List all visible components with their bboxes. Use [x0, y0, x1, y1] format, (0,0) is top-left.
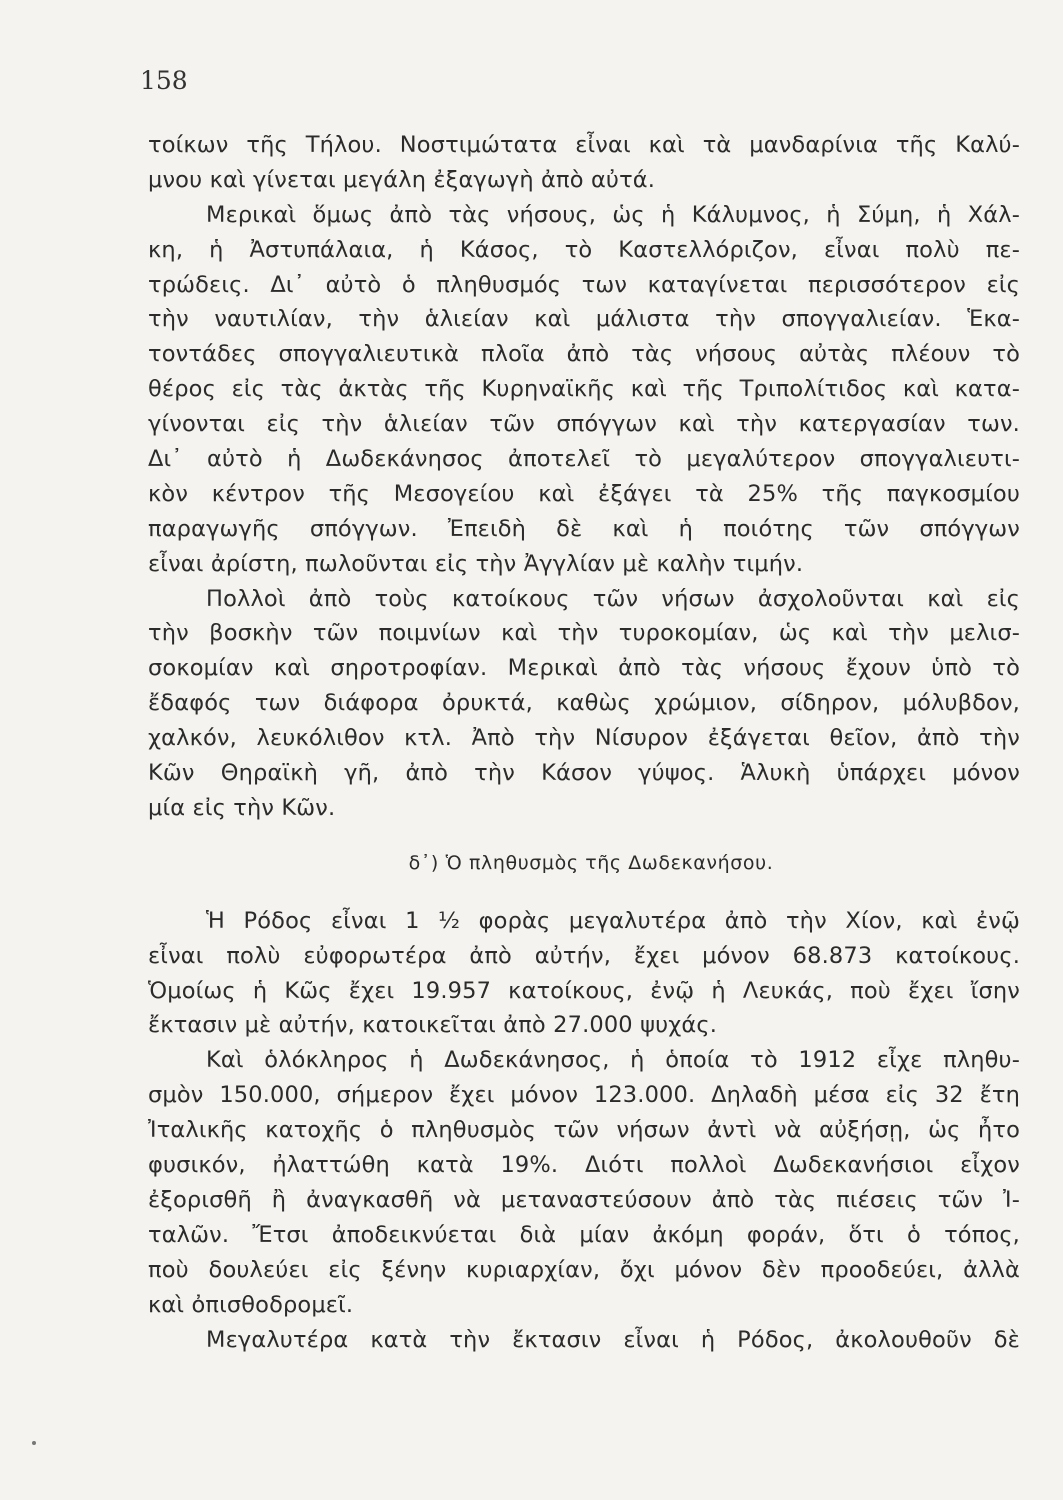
text-line: Μεγαλυτέρα κατὰ τὴν ἔκτασιν εἶναι ἡ Ρόδος, ἀκολουθοῦν δὲ [206, 1326, 1020, 1353]
section-heading: δ᾽) Ὁ πληθυσμὸς τῆς Δωδεκανήσου. [408, 851, 774, 874]
text-line: ταλῶν. Ἔτσι ἀποδεικνύεται διὰ μίαν ἀκόμη φοράν, ὅτι ὁ τόπος, [148, 1221, 1020, 1248]
text-line: τοίκων τῆς Τήλου. Νοστιμώτατα εἶναι καὶ τὰ μανδαρίνια τῆς Καλύ- [148, 132, 1020, 158]
paragraph-block-1 [148, 128, 1020, 826]
text-line: κη, ἡ Ἀστυπάλαια, ἡ Κάσος, τὸ Καστελλόριζον, εἶναι πολὺ πε- [148, 236, 1020, 263]
text-line: τρώδεις. Δι᾽ αὐτὸ ὁ πληθυσμός των καταγίνεται περισσότερον εἰς [148, 271, 1020, 298]
text-line: χαλκόν, λευκόλιθον κτλ. Ἀπὸ τὴν Νίσυρον ἐξάγεται θεῖον, ἀπὸ τὴν [148, 725, 1020, 752]
text-line: Πολλοὶ ἀπὸ τοὺς κατοίκους τῶν νήσων ἀσχολοῦνται καὶ εἰς [206, 585, 1020, 612]
text-line: φυσικόν, ἠλαττώθη κατὰ 19%. Διότι πολλοὶ Δωδεκανήσιοι εἶχον [148, 1152, 1020, 1179]
text-line: σοκομίαν καὶ σηροτροφίαν. Μερικαὶ ἀπὸ τὰς νήσους ἔχουν ὑπὸ τὸ [148, 655, 1020, 682]
text-line: καὶ ὀπισθοδρομεῖ. [148, 1291, 354, 1318]
text-line: θέρος εἰς τὰς ἀκτὰς τῆς Κυρηναϊκῆς καὶ τῆς Τριπολίτιδος καὶ κατα- [148, 376, 1020, 403]
text-line: μνου καὶ γίνεται μεγάλη ἐξαγωγὴ ἀπὸ αὐτά. [148, 166, 656, 193]
text-line: ποὺ δουλεύει εἰς ξένην κυριαρχίαν, ὄχι μόνον δὲν προοδεύει, ἀλλὰ [148, 1256, 1020, 1283]
text-line: ἔδαφός των διάφορα ὀρυκτά, καθὼς χρώμιον, σίδηρον, μόλυβδον, [148, 690, 1020, 717]
text-line: παραγωγῆς σπόγγων. Ἐπειδὴ δὲ καὶ ἡ ποιότης τῶν σπόγγων [148, 515, 1020, 542]
text-line: Ὁμοίως ἡ Κῶς ἔχει 19.957 κατοίκους, ἐνῷ ἡ Λευκάς, ποὺ ἔχει ἴσην [148, 977, 1020, 1004]
text-line: Μερικαὶ ὅμως ἀπὸ τὰς νήσους, ὡς ἡ Κάλυμνος, ἡ Σύμη, ἡ Χάλ- [206, 201, 1020, 228]
text-line: ἔκτασιν μὲ αὐτήν, κατοικεῖται ἀπὸ 27.000 ψυχάς. [148, 1012, 718, 1039]
text-line: μία εἰς τὴν Κῶν. [148, 794, 336, 821]
text-line: ἐξορισθῆ ἢ ἀναγκασθῆ νὰ μεταναστεύσουν ἀπὸ τὰς πιέσεις τῶν Ἰ- [148, 1186, 1020, 1213]
text-line: Ἡ Ρόδος εἶναι 1 ½ φορὰς μεγαλυτέρα ἀπὸ τὴν Χίον, καὶ ἐνῷ [206, 907, 1020, 934]
text-line: εἶναι ἀρίστη, πωλοῦνται εἰς τὴν Ἀγγλίαν μὲ καλὴν τιμήν. [148, 550, 804, 577]
text-line: τὴν βοσκὴν τῶν ποιμνίων καὶ τὴν τυροκομίαν, ὡς καὶ τὴν μελισ- [148, 620, 1020, 647]
text-line: Ἰταλικῆς κατοχῆς ὁ πληθυσμὸς τῶν νήσων ἀντὶ νὰ αὐξήσῃ, ὡς ἦτο [148, 1117, 1020, 1144]
text-line: κὸν κέντρον τῆς Μεσογείου καὶ ἐξάγει τὰ 25% τῆς παγκοσμίου [148, 480, 1020, 507]
page-number: 158 [140, 66, 188, 95]
text-line: σμὸν 150.000, σήμερον ἔχει μόνον 123.000. Δηλαδὴ μέσα εἰς 32 ἔτη [148, 1082, 1020, 1109]
text-line: εἶναι πολὺ εὐφορωτέρα ἀπὸ αὐτήν, ἔχει μόνον 68.873 κατοίκους. [148, 942, 1020, 969]
body-text [148, 128, 1020, 1357]
paragraph-block-2 [148, 904, 1020, 1358]
text-line: τὴν ναυτιλίαν, τὴν ἁλιείαν καὶ μάλιστα τὴν σπογγαλιείαν. Ἑκα- [148, 306, 1020, 333]
text-line: Δι᾽ αὐτὸ ἡ Δωδεκάνησος ἀποτελεῖ τὸ μεγαλύτερον σπογγαλιευτι- [148, 446, 1020, 473]
text-line: Καὶ ὁλόκληρος ἡ Δωδεκάνησος, ἡ ὁποία τὸ 1912 εἶχε πληθυ- [206, 1047, 1020, 1074]
text-line: Κῶν Θηραϊκὴ γῆ, ἀπὸ τὴν Κάσον γύψος. Ἁλυκὴ ὑπάρχει μόνον [148, 760, 1020, 787]
text-line: γίνονται εἰς τὴν ἁλιείαν τῶν σπόγγων καὶ τὴν κατεργασίαν των. [148, 411, 1020, 438]
ink-spot [32, 1441, 36, 1445]
text-line: τοντάδες σπογγαλιευτικὰ πλοῖα ἀπὸ τὰς νήσους αὐτὰς πλέουν τὸ [148, 341, 1020, 368]
